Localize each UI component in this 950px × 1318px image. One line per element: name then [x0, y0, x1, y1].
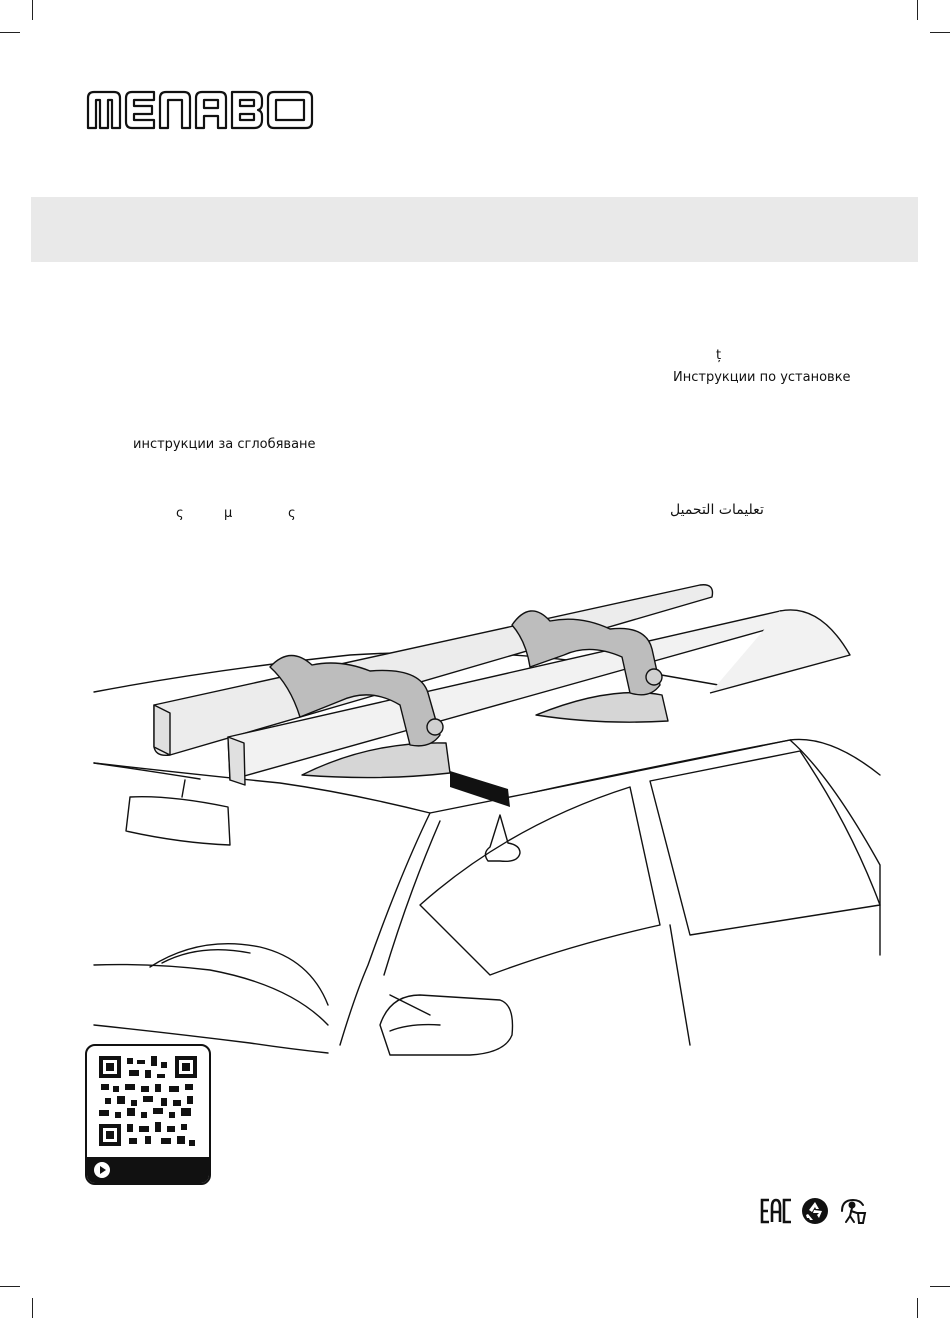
title-band [31, 197, 918, 262]
tidy-man-icon [838, 1197, 870, 1225]
instruction-ar: تعليمات التحميل [670, 502, 764, 518]
crop-mark [930, 32, 950, 33]
instruction-gr-fragment: μ [224, 506, 233, 521]
instruction-gr-fragment: ς [176, 506, 184, 521]
qr-card-footer [87, 1157, 209, 1183]
instruction-gr-fragment: ς [288, 506, 296, 521]
qr-code-card[interactable] [85, 1044, 211, 1185]
instruction-ru: Инструкции по установке [673, 370, 851, 385]
qr-code[interactable] [99, 1056, 197, 1146]
crop-mark [930, 1286, 950, 1287]
car-roof-ski-carrier-illustration [90, 575, 890, 1060]
crop-mark [0, 1286, 20, 1287]
crop-mark [0, 32, 20, 33]
play-icon[interactable] [94, 1162, 110, 1178]
menabo-logo [86, 90, 314, 130]
certification-marks [760, 1197, 870, 1227]
instruction-ro-fragment: ț [716, 348, 722, 363]
crop-mark [917, 1298, 918, 1318]
eac-mark [760, 1197, 794, 1225]
recycle-icon [800, 1197, 830, 1225]
crop-mark [32, 0, 33, 20]
crop-mark [917, 0, 918, 20]
crop-mark [32, 1298, 33, 1318]
instruction-bg: инструкции за сглобяване [133, 437, 316, 452]
